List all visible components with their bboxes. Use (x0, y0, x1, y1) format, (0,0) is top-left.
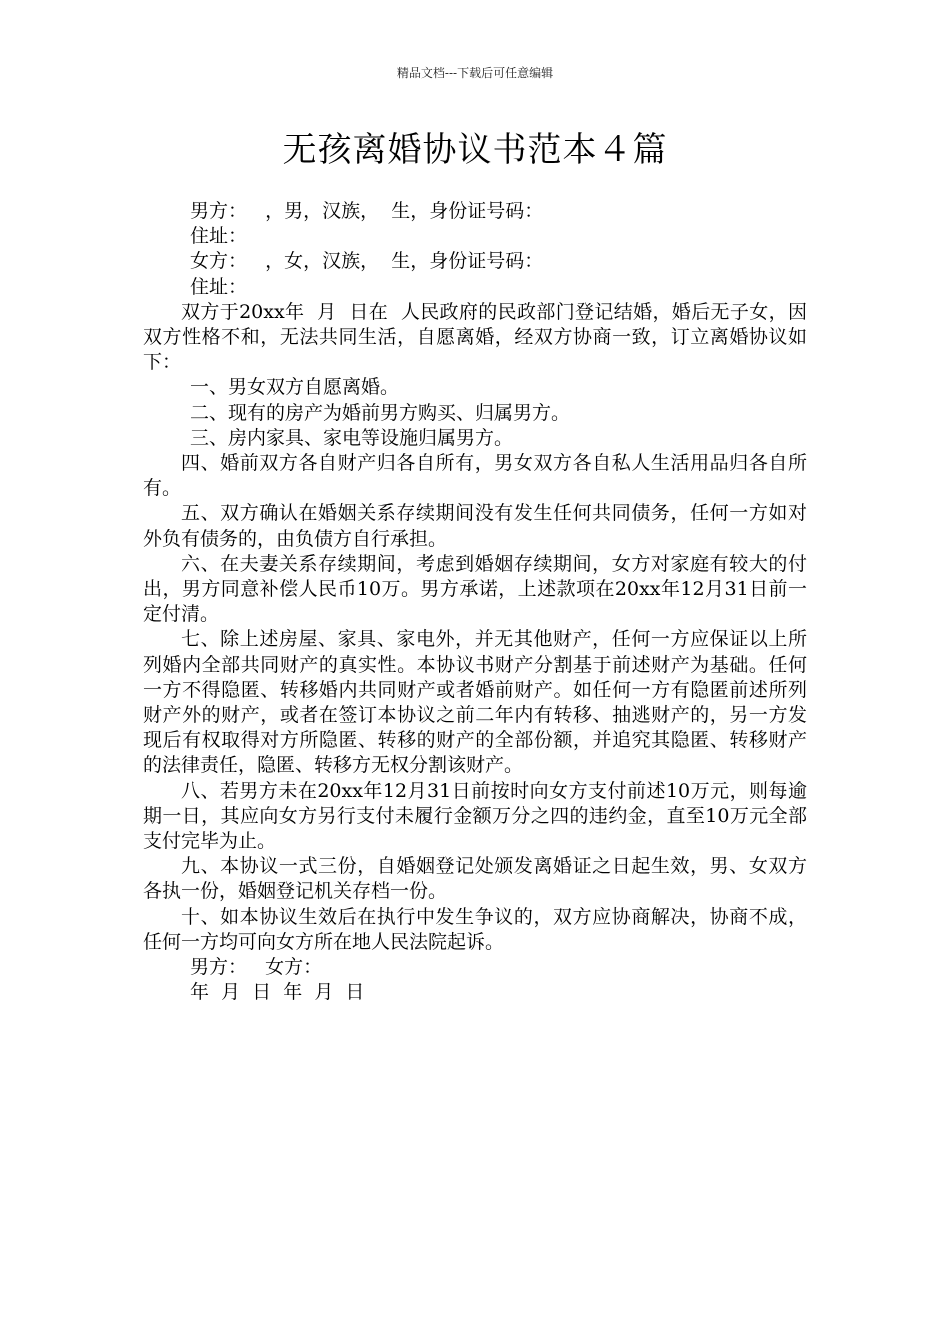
party-male-line: 男方： ，男，汉族， 生，身份证号码： (190, 200, 544, 222)
clause-10: 十、如本协议生效后在执行中发生争议的，双方应协商解决，协商不成，任何一方均可向女方所在地人民法院起诉。 (143, 905, 807, 953)
party-female-line: 女方： ，女，汉族， 生，身份证号码： (190, 250, 544, 273)
party-male-address: 住址： (190, 225, 248, 248)
intro-paragraph: 双方于20xx年 月 日在 人民政府的民政部门登记结婚，婚后无子女，因双方性格不和，无法共同生活，自愿离婚，经双方协商一致，订立离婚协议如下： (143, 300, 807, 374)
document-title: 无孩离婚协议书范本４篇 (282, 130, 668, 170)
clause-3: 三、房内家具、家电等设施归属男方。 (190, 426, 514, 449)
signature-line: 男方： 女方： (190, 956, 323, 979)
clause-1: 一、男女双方自愿离婚。 (190, 376, 400, 399)
clause-2: 二、现有的房产为婚前男方购买、归属男方。 (190, 401, 571, 424)
clause-4: 四、婚前双方各自财产归各自所有，男女双方各自私人生活用品归各自所有。 (143, 452, 807, 500)
clause-5: 五、双方确认在婚姻关系存续期间没有发生任何共同债务，任何一方如对外负有债务的，由负债方自行承担。 (143, 502, 807, 550)
header-note: 精品文档---下载后可任意编辑 (396, 66, 554, 80)
party-female-address: 住址： (190, 275, 248, 298)
clause-6: 六、在夫妻关系存续期间，考虑到婚姻存续期间，女方对家庭有较大的付出，男方同意补偿人民币10万。男方承诺，上述款项在20xx年12月31日前一定付清。 (143, 552, 807, 626)
clause-8: 八、若男方未在20xx年12月31日前按时向女方支付前述10万元，则每逾期一日，其应向女方另行支付未履行金额万分之四的违约金，直至10万元全部支付完毕为止。 (143, 779, 807, 853)
clause-9: 九、本协议一式三份，自婚姻登记处颁发离婚证之日起生效，男、女双方各执一份，婚姻登记机关存档一份。 (143, 855, 807, 903)
document-body (143, 199, 807, 1006)
date-line: 年 月 日 年 月 日 (190, 981, 365, 1004)
clause-7: 七、除上述房屋、家具、家电外，并无其他财产，任何一方应保证以上所列婚内全部共同财产的真实性。本协议书财产分割基于前述财产为基础。任何一方不得隐匿、转移婚内共同财产或者婚前财产。如任何一方有隐匿前述所列财产外的财产，或者在签订本协议之前二年内有转移、抽逃财产的，另一方发现后有权取得对方所隐匿、转移的财产的全部份额，并追究其隐匿、转移财产的法律责任，隐匿、转移方无权分割该财产。 (143, 628, 807, 777)
